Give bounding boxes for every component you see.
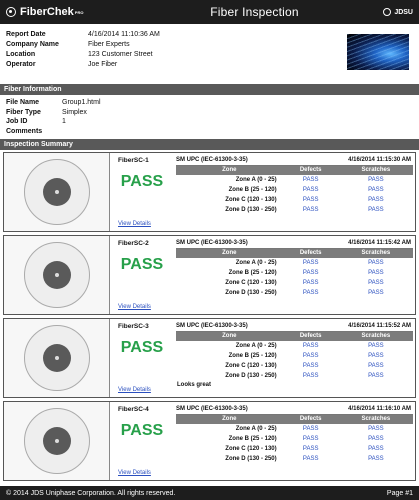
scratches-status: PASS xyxy=(368,187,384,193)
zone-results xyxy=(174,402,415,480)
result-status: PASS xyxy=(120,422,164,439)
brand-logo xyxy=(6,6,156,18)
fiber-card xyxy=(3,235,416,315)
table-row xyxy=(176,434,413,444)
zone-name: Zone D (130 - 250) xyxy=(225,456,277,462)
zone-results-table xyxy=(176,404,413,464)
defects-column-header: Defects xyxy=(283,248,339,258)
scratches-status: PASS xyxy=(368,343,384,349)
view-details-link[interactable]: View Details xyxy=(118,304,151,310)
inspection-date: 4/16/2014 11:15:52 AM xyxy=(283,321,413,331)
zone-name: Zone A (0 - 25) xyxy=(235,343,277,349)
defects-status: PASS xyxy=(302,426,319,432)
fiber-name: FiberSC-3 xyxy=(118,323,149,330)
defects-status: PASS xyxy=(302,207,319,213)
scratches-status: PASS xyxy=(368,436,384,442)
job-id-label: Job ID xyxy=(6,118,28,125)
fiber-name: FiberSC-1 xyxy=(118,157,149,164)
defects-status: PASS xyxy=(302,446,319,452)
result-header-row xyxy=(176,155,413,165)
report-date-label: Report Date xyxy=(6,31,46,38)
fiber-result-panel xyxy=(110,319,174,397)
column-header-row xyxy=(176,248,413,258)
table-row xyxy=(176,361,413,371)
defects-status: PASS xyxy=(302,373,319,379)
zone-results-table xyxy=(176,321,413,381)
scratches-status: PASS xyxy=(368,260,384,266)
inspection-date: 4/16/2014 11:16:10 AM xyxy=(283,404,413,414)
location-value: 123 Customer Street xyxy=(88,51,153,58)
fiber-information-header: Fiber Information xyxy=(0,84,419,95)
fiber-information xyxy=(0,95,419,139)
column-header-row xyxy=(176,331,413,341)
cladding-ring xyxy=(24,242,90,308)
vendor-logo xyxy=(353,8,413,16)
view-details-link[interactable]: View Details xyxy=(118,470,151,476)
fiber-endface-image[interactable] xyxy=(4,153,110,231)
defects-status: PASS xyxy=(302,436,319,442)
core-dot xyxy=(55,190,59,194)
fiber-core xyxy=(43,344,71,372)
file-name-row xyxy=(6,98,413,108)
fiber-endface-image[interactable] xyxy=(4,402,110,480)
fiber-name: FiberSC-4 xyxy=(118,406,149,413)
scratches-status: PASS xyxy=(368,280,384,286)
company-value: Fiber Experts xyxy=(88,41,130,48)
table-row xyxy=(176,454,413,464)
cladding-ring xyxy=(24,408,90,474)
zone-name: Zone B (25 - 120) xyxy=(228,353,277,359)
result-status: PASS xyxy=(120,339,164,356)
defects-status: PASS xyxy=(302,343,319,349)
zone-column-header: Zone xyxy=(176,414,283,424)
scratches-status: PASS xyxy=(368,353,384,359)
standard-label: SM UPC (IEC-61300-3-35) xyxy=(176,238,283,248)
fiberchek-logo-icon xyxy=(6,7,16,17)
comments-label: Comments xyxy=(6,127,43,135)
fiber-endface-image[interactable] xyxy=(4,319,110,397)
page-title: Fiber Inspection xyxy=(210,5,299,19)
fiber-core xyxy=(43,427,71,455)
defects-column-header: Defects xyxy=(283,165,339,175)
zone-results-table xyxy=(176,238,413,298)
fiber-card xyxy=(3,401,416,481)
inspection-summary-header: Inspection Summary xyxy=(0,139,419,150)
vendor-name: JDSU xyxy=(394,8,413,16)
inspection-summary xyxy=(0,150,419,481)
fiber-result-panel xyxy=(110,402,174,480)
fiber-result-panel xyxy=(110,153,174,231)
zone-name: Zone D (130 - 250) xyxy=(225,207,277,213)
result-status: PASS xyxy=(120,173,164,190)
page-number: Page #1 xyxy=(386,489,413,497)
fiber-endface-image[interactable] xyxy=(4,236,110,314)
scratches-column-header: Scratches xyxy=(339,248,413,258)
table-row xyxy=(176,424,413,434)
result-header-row xyxy=(176,238,413,248)
zone-column-header: Zone xyxy=(176,331,283,341)
table-row xyxy=(176,175,413,185)
view-details-link[interactable]: View Details xyxy=(118,387,151,393)
report-details xyxy=(0,24,419,84)
defects-column-header: Defects xyxy=(283,331,339,341)
table-row xyxy=(176,258,413,268)
zone-column-header: Zone xyxy=(176,248,283,258)
scratches-status: PASS xyxy=(368,446,384,452)
table-row xyxy=(176,341,413,351)
defects-status: PASS xyxy=(302,177,319,183)
scratches-column-header: Scratches xyxy=(339,331,413,341)
standard-label: SM UPC (IEC-61300-3-35) xyxy=(176,404,283,414)
zone-name: Zone B (25 - 120) xyxy=(228,187,277,193)
table-row xyxy=(176,351,413,361)
defects-status: PASS xyxy=(302,290,319,296)
fiber-core xyxy=(43,178,71,206)
defects-column-header: Defects xyxy=(283,414,339,424)
zone-name: Zone A (0 - 25) xyxy=(235,177,277,183)
result-status: PASS xyxy=(120,256,164,273)
result-header-row xyxy=(176,321,413,331)
scratches-status: PASS xyxy=(368,363,384,369)
operator-label: Operator xyxy=(6,61,36,68)
table-row xyxy=(176,205,413,215)
title-bar xyxy=(0,0,419,24)
fiber-core xyxy=(43,261,71,289)
footer-bar xyxy=(0,486,419,500)
zone-name: Zone D (130 - 250) xyxy=(225,290,277,296)
scratches-status: PASS xyxy=(368,373,384,379)
fiber-card xyxy=(3,318,416,398)
jdsu-logo-icon xyxy=(383,8,391,16)
table-row xyxy=(176,185,413,195)
job-id-value: 1 xyxy=(62,118,66,125)
defects-status: PASS xyxy=(302,353,319,359)
fiber-result-panel xyxy=(110,236,174,314)
table-row xyxy=(176,288,413,298)
standard-label: SM UPC (IEC-61300-3-35) xyxy=(176,321,283,331)
scratches-status: PASS xyxy=(368,270,384,276)
defects-status: PASS xyxy=(302,197,319,203)
zone-name: Zone C (120 - 130) xyxy=(225,280,277,286)
zone-name: Zone C (120 - 130) xyxy=(225,197,277,203)
table-row xyxy=(176,268,413,278)
defects-status: PASS xyxy=(302,280,319,286)
core-dot xyxy=(55,273,59,277)
zone-results xyxy=(174,319,415,397)
zone-results-table xyxy=(176,155,413,215)
zone-name: Zone C (120 - 130) xyxy=(225,363,277,369)
scratches-status: PASS xyxy=(368,456,384,462)
inspection-date: 4/16/2014 11:15:30 AM xyxy=(283,155,413,165)
fiber-type-value: Simplex xyxy=(62,108,87,116)
zone-name: Zone A (0 - 25) xyxy=(235,426,277,432)
defects-status: PASS xyxy=(302,363,319,369)
fiber-name: FiberSC-2 xyxy=(118,240,149,247)
cladding-ring xyxy=(24,159,90,225)
zone-name: Zone B (25 - 120) xyxy=(228,436,277,442)
scratches-status: PASS xyxy=(368,177,384,183)
core-dot xyxy=(55,439,59,443)
column-header-row xyxy=(176,414,413,424)
table-row xyxy=(176,278,413,288)
scratches-status: PASS xyxy=(368,197,384,203)
fiber-card xyxy=(3,152,416,232)
zone-column-header: Zone xyxy=(176,165,283,175)
column-header-row xyxy=(176,165,413,175)
comments-row xyxy=(6,127,413,137)
zone-results xyxy=(174,236,415,314)
defects-status: PASS xyxy=(302,260,319,266)
scratches-status: PASS xyxy=(368,290,384,296)
fiber-optic-image xyxy=(347,34,409,70)
zone-name: Zone D (130 - 250) xyxy=(225,373,277,379)
result-header-row xyxy=(176,404,413,414)
table-row xyxy=(176,195,413,205)
zone-results xyxy=(174,153,415,231)
standard-label: SM UPC (IEC-61300-3-35) xyxy=(176,155,283,165)
file-name-value: Group1.html xyxy=(62,99,101,106)
table-row xyxy=(176,371,413,381)
inspection-date: 4/16/2014 11:15:42 AM xyxy=(283,238,413,248)
fiber-type-row xyxy=(6,108,413,118)
report-date-value: 4/16/2014 11:10:36 AM xyxy=(88,31,160,38)
copyright-text: © 2014 JDS Uniphase Corporation. All rights reserved. xyxy=(6,489,176,497)
zone-name: Zone B (25 - 120) xyxy=(228,270,277,276)
job-id-row xyxy=(6,117,413,127)
fiber-type-label: Fiber Type xyxy=(6,108,41,116)
view-details-link[interactable]: View Details xyxy=(118,221,151,227)
zone-name: Zone C (120 - 130) xyxy=(225,446,277,452)
scratches-status: PASS xyxy=(368,207,384,213)
brand-suffix: PRO xyxy=(74,9,84,15)
file-name-label: File Name xyxy=(6,99,40,106)
core-dot xyxy=(55,356,59,360)
cladding-ring xyxy=(24,325,90,391)
defects-status: PASS xyxy=(302,187,319,193)
zone-name: Zone A (0 - 25) xyxy=(235,260,277,266)
scratches-status: PASS xyxy=(368,426,384,432)
defects-status: PASS xyxy=(302,270,319,276)
company-label: Company Name xyxy=(6,41,59,48)
table-row xyxy=(176,444,413,454)
scratches-column-header: Scratches xyxy=(339,414,413,424)
defects-status: PASS xyxy=(302,456,319,462)
location-label: Location xyxy=(6,51,36,58)
comment-note: Looks great xyxy=(177,382,212,388)
brand-name: FiberChek xyxy=(20,6,74,18)
operator-value: Joe Fiber xyxy=(88,61,118,68)
scratches-column-header: Scratches xyxy=(339,165,413,175)
